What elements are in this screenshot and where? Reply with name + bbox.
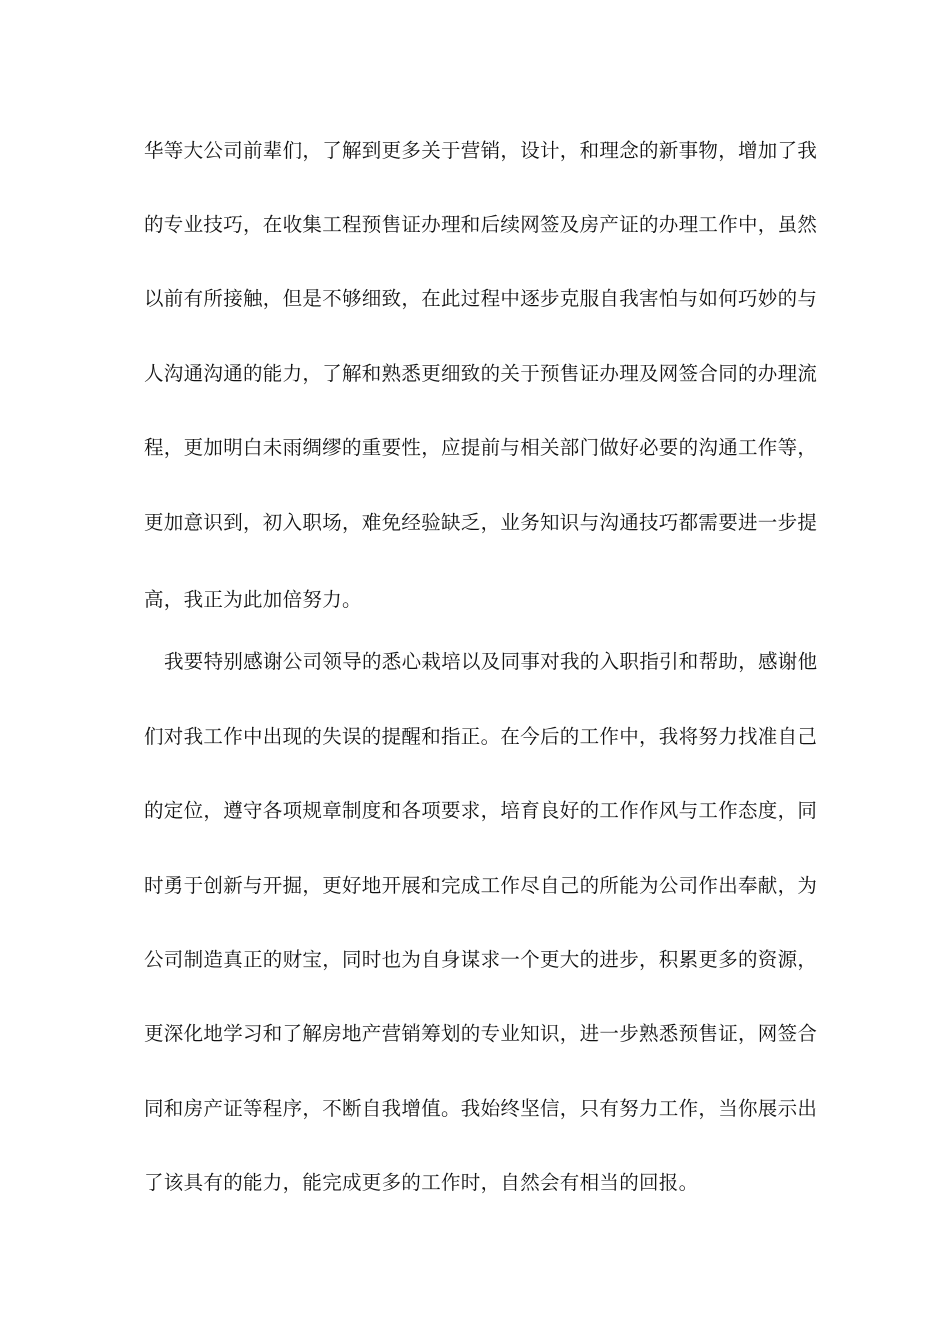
body-text-line: 同和房产证等程序，不断自我增值。我始终坚信，只有努力工作，当你展示出 — [144, 1097, 818, 1120]
body-text-line: 更深化地学习和了解房地产营销筹划的专业知识，进一步熟悉预售证，网签合 — [144, 1022, 818, 1045]
body-text-line: 高，我正为此加倍努力。 — [144, 588, 362, 611]
body-text-line: 程，更加明白未雨绸缪的重要性，应提前与相关部门做好必要的沟通工作等， — [144, 436, 818, 459]
body-text-line: 更加意识到，初入职场，难免经验缺乏，业务知识与沟通技巧都需要进一步提 — [144, 511, 818, 534]
body-text-line: 的专业技巧，在收集工程预售证办理和后续网签及房产证的办理工作中，虽然 — [144, 213, 818, 236]
body-text-line: 的定位，遵守各项规章制度和各项要求，培育良好的工作作风与工作态度，同 — [144, 799, 818, 822]
body-text-line: 时勇于创新与开掘，更好地开展和完成工作尽自己的所能为公司作出奉献，为 — [144, 874, 818, 897]
body-text-line: 了该具有的能力，能完成更多的工作时，自然会有相当的回报。 — [144, 1171, 699, 1194]
body-text-line: 们对我工作中出现的失误的提醒和指正。在今后的工作中，我将努力找准自己 — [144, 725, 818, 748]
paragraph-first-line: 我要特别感谢公司领导的悉心栽培以及同事对我的入职指引和帮助，感谢他 — [164, 650, 818, 673]
body-text-line: 华等大公司前辈们，了解到更多关于营销，设计，和理念的新事物，增加了我 — [144, 139, 818, 162]
body-text-line: 公司制造真正的财宝，同时也为自身谋求一个更大的进步，积累更多的资源， — [144, 948, 818, 971]
body-text-line: 以前有所接触，但是不够细致，在此过程中逐步克服自我害怕与如何巧妙的与 — [144, 287, 818, 310]
body-text-line: 人沟通沟通的能力，了解和熟悉更细致的关于预售证办理及网签合同的办理流 — [144, 362, 818, 385]
